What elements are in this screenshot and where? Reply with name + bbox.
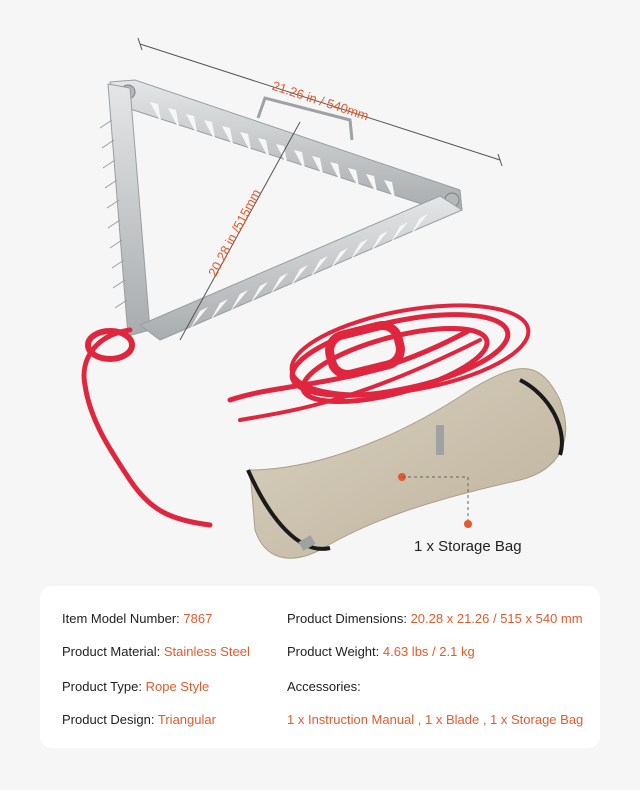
spec-dimensions-label: Product Dimensions: (287, 611, 407, 626)
spec-accessories-value (287, 712, 583, 727)
storage-bag-image (248, 369, 566, 559)
saw-top-arm (110, 80, 462, 210)
spec-type-label: Product Type: (62, 679, 142, 694)
storage-bag-caption: 1 x Storage Bag (414, 538, 522, 555)
spec-model (62, 611, 212, 626)
spec-design-label: Product Design: (62, 712, 155, 727)
spec-material (62, 644, 250, 659)
spec-dimensions-value: 20.28 x 21.26 / 515 x 540 mm (410, 611, 583, 626)
spec-design (62, 712, 216, 727)
height-dimension-label: 20.28 in /515mm (205, 186, 264, 280)
spec-weight-value: 4.63 lbs / 2.1 kg (382, 644, 475, 659)
spec-accessories-list: 1 x Instruction Manual , 1 x Blade , 1 x Storage Bag (287, 712, 584, 727)
spec-accessories-label: Accessories: (287, 679, 361, 694)
spec-weight-label: Product Weight: (287, 644, 380, 659)
spec-type-value: Rope Style (145, 679, 210, 694)
spec-model-value: 7867 (183, 611, 213, 626)
spec-model-label: Item Model Number: (62, 611, 180, 626)
spec-card (40, 586, 600, 748)
spec-material-value: Stainless Steel (163, 644, 250, 659)
spec-type (62, 679, 209, 694)
width-dimension-label: 21.26 in / 540mm (270, 78, 371, 124)
spec-material-label: Product Material: (62, 644, 161, 659)
spec-dimensions (287, 611, 583, 626)
spec-weight (287, 644, 475, 659)
saw-left-arm (100, 84, 150, 336)
spec-design-value: Triangular (157, 712, 216, 727)
